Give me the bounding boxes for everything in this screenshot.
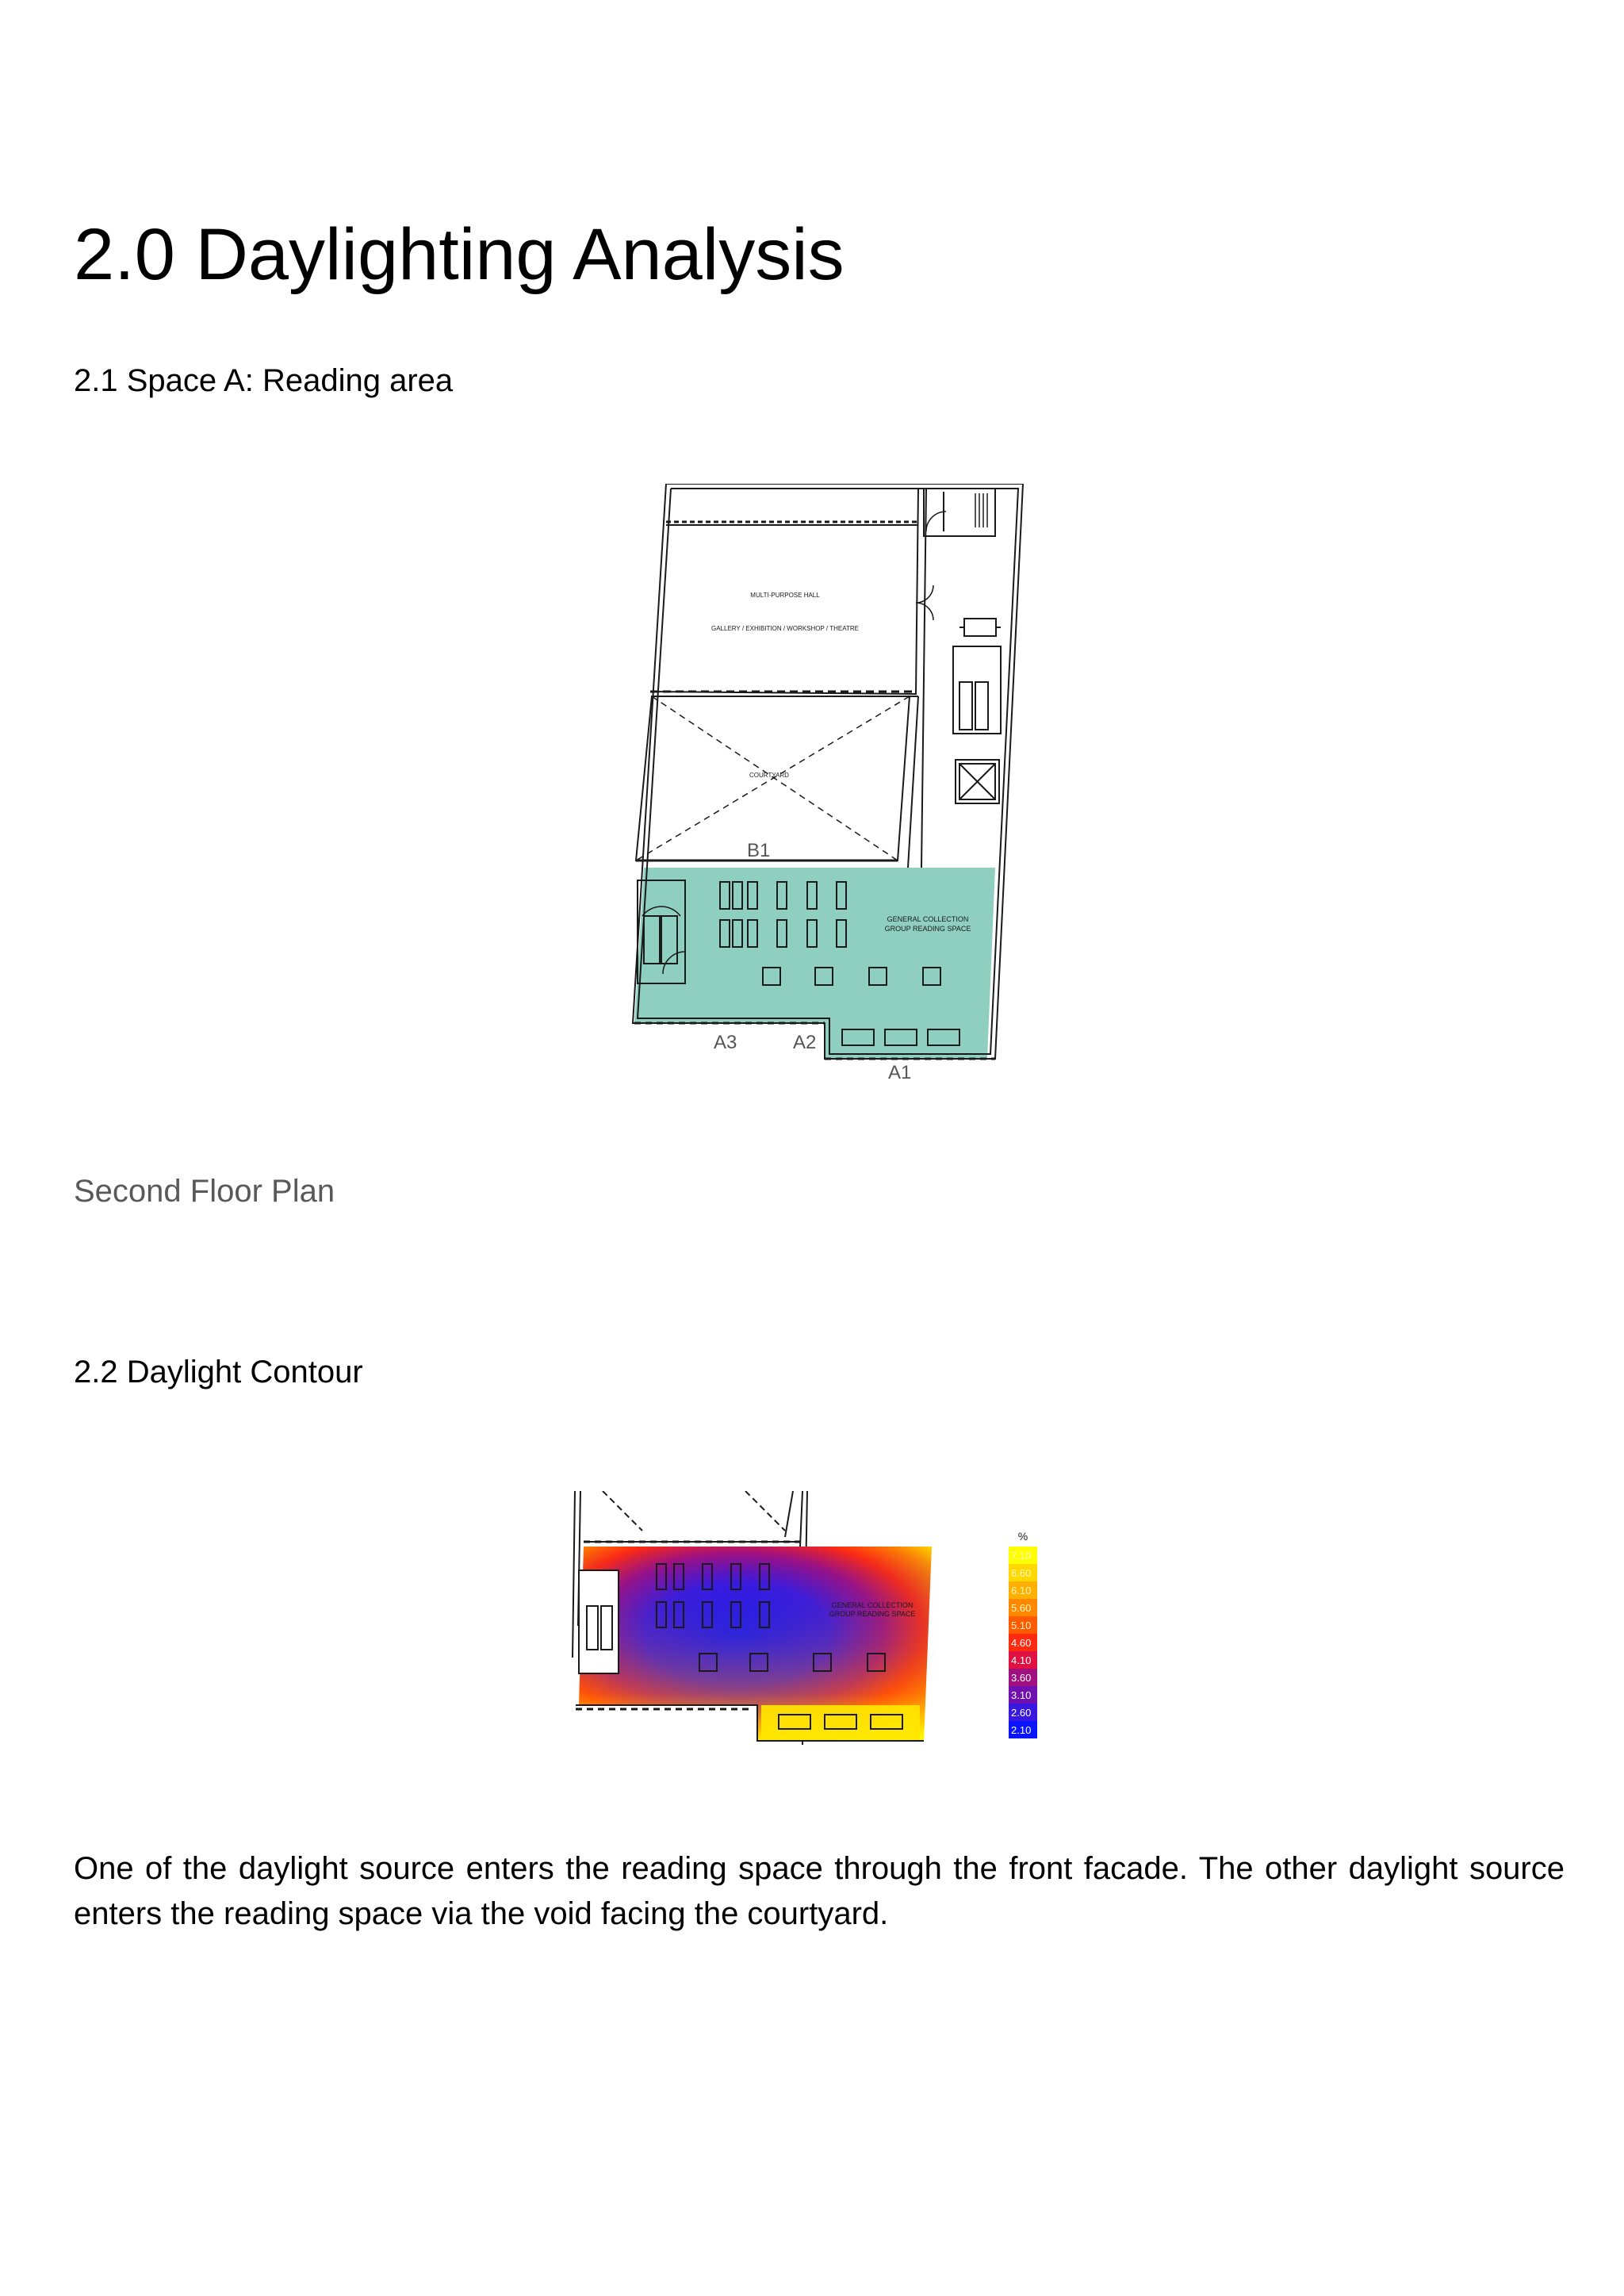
- hall-label: MULTI-PURPOSE HALL: [750, 592, 820, 599]
- daylight-contour-map: [555, 1491, 1047, 1745]
- legend-level-label: 5.10: [1011, 1619, 1032, 1631]
- page-title: 2.0 Daylighting Analysis: [74, 214, 845, 295]
- reading-zone-label-2: GROUP READING SPACE: [884, 925, 971, 933]
- second-floor-plan-drawing: [626, 484, 1039, 1087]
- marker-a3: A3: [714, 1032, 737, 1053]
- section-heading-daylight-contour: 2.2 Daylight Contour: [74, 1355, 363, 1389]
- hall-sublabel: GALLERY / EXHIBITION / WORKSHOP / THEATRE: [711, 625, 859, 632]
- reading-zone-label-1: GENERAL COLLECTION: [887, 915, 969, 923]
- legend-level-label: 6.10: [1011, 1585, 1032, 1596]
- legend-level-label: 2.60: [1011, 1707, 1032, 1719]
- marker-b1: B1: [747, 840, 771, 861]
- marker-a1: A1: [888, 1062, 912, 1083]
- legend-level-label: 5.60: [1011, 1602, 1032, 1614]
- courtyard-label: COURTYARD: [749, 772, 789, 779]
- body-paragraph: One of the daylight source enters the reading space through the front facade. The other daylight source enters the reading space via the void facing the courtyard.: [74, 1851, 1565, 1931]
- legend-level-label: 2.10: [1011, 1724, 1032, 1736]
- legend-unit: %: [1017, 1530, 1028, 1543]
- legend-level-label: 7.10: [1011, 1550, 1032, 1562]
- marker-a2: A2: [793, 1032, 817, 1053]
- contour-zone-label-2: GROUP READING SPACE: [829, 1610, 916, 1618]
- legend-level-label: 4.10: [1011, 1654, 1032, 1666]
- contour-zone-label-1: GENERAL COLLECTION: [831, 1601, 914, 1609]
- section-heading-reading-area: 2.1 Space A: Reading area: [74, 363, 454, 398]
- contour-legend: [1009, 1530, 1037, 1738]
- legend-level-label: 3.60: [1011, 1672, 1032, 1684]
- legend-level-label: 3.10: [1011, 1689, 1032, 1701]
- floor-plan-caption: Second Floor Plan: [74, 1174, 335, 1209]
- legend-level-label: 6.60: [1011, 1567, 1032, 1579]
- legend-level-label: 4.60: [1011, 1637, 1032, 1649]
